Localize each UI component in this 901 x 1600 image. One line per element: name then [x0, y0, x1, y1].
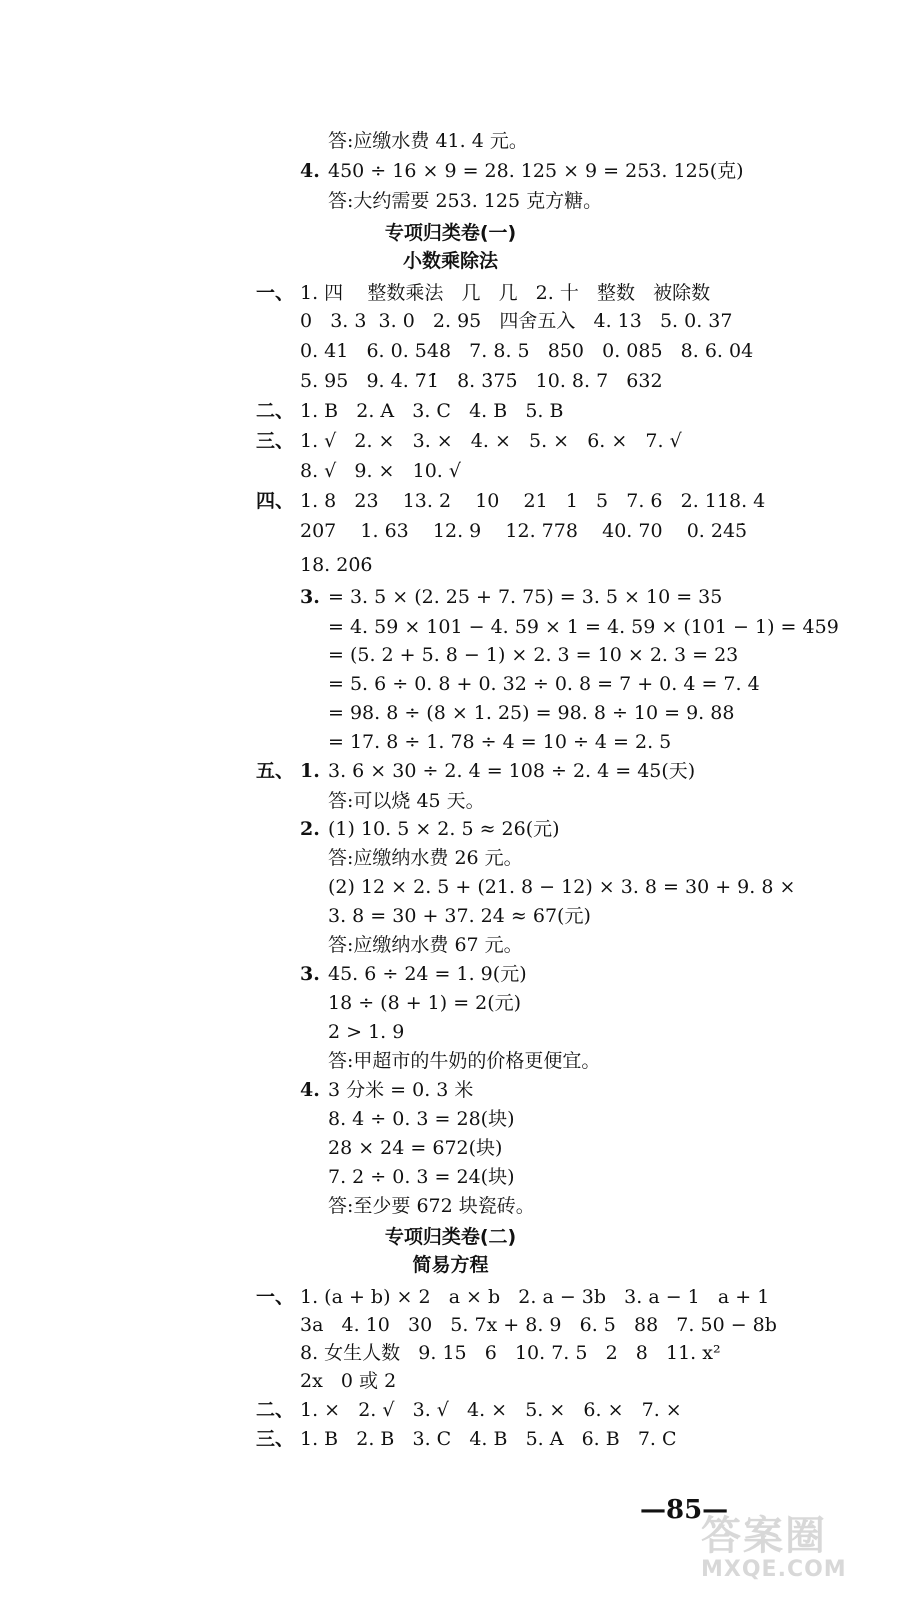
answer-line: 18 ÷ (8 + 1) = 2(元) [328, 992, 522, 1014]
watermark-top: 答案圈 [701, 1513, 827, 1559]
answer-line: 3a 4. 10 30 5. 7x + 8. 9 6. 5 88 7. 50 − 8b [300, 1314, 777, 1336]
answer-line: (1) 10. 5 × 2. 5 ≈ 26(元) [328, 818, 560, 840]
answer-line: 18. 20̇6̇ [300, 554, 373, 576]
question-number: 3. [300, 586, 320, 608]
answer-line: (2) 12 × 2. 5 + (21. 8 − 12) × 3. 8 = 30 + 9. 8 × [328, 876, 796, 898]
part-label: 二、 [256, 1399, 295, 1421]
answer-line: 0 3. 3 3. 0 2. 95 四舍五入 4. 13 5. 0. 37 [300, 310, 733, 332]
answer-line: 1. 8 23 13. 2 10 21 1 5 7. 6 2. 118. 4 [300, 490, 766, 512]
answer-line: 8. √ 9. × 10. √ [300, 460, 461, 482]
answer-line: 3. 6 × 30 ÷ 2. 4 = 108 ÷ 2. 4 = 45(天) [328, 760, 696, 782]
part-label: 三、 [256, 430, 295, 452]
section-subtitle: 小数乘除法 [402, 250, 498, 272]
answer-line: = 98. 8 ÷ (8 × 1. 25) = 98. 8 ÷ 10 = 9. 88 [328, 702, 735, 724]
answer-line: 答:应缴水费 41. 4 元。 [328, 130, 528, 152]
question-number: 4. [300, 160, 320, 182]
answer-line: 答:甲超市的牛奶的价格更便宜。 [328, 1050, 601, 1072]
answer-line: 3. 8 = 30 + 37. 24 ≈ 67(元) [328, 905, 591, 927]
answer-line: 1. 四 整数乘法 几 几 2. 十 整数 被除数 [300, 282, 711, 304]
answer-line: 1. B 2. B 3. C 4. B 5. A 6. B 7. C [300, 1428, 677, 1450]
part-label: 三、 [256, 1428, 295, 1450]
section-subtitle: 简易方程 [412, 1254, 489, 1276]
answer-line: 7. 2 ÷ 0. 3 = 24(块) [328, 1166, 515, 1188]
answer-line: 450 ÷ 16 × 9 = 28. 125 × 9 = 253. 125(克) [328, 160, 744, 182]
answer-line: 答:应缴纳水费 67 元。 [328, 934, 523, 956]
answer-line: = (5. 2 + 5. 8 − 1) × 2. 3 = 10 × 2. 3 = 23 [328, 644, 739, 666]
answer-line: 5. 95 9. 4. 7̇1̇ 8. 3̇75̇ 10. 8. 7 632 [300, 370, 663, 392]
question-number: 2. [300, 818, 320, 840]
answer-line: 答:应缴纳水费 26 元。 [328, 847, 523, 869]
section-title: 专项归类卷(二) [384, 1226, 517, 1248]
part-label: 一、 [256, 282, 295, 304]
answer-line: = 5. 6 ÷ 0. 8 + 0. 32 ÷ 0. 8 = 7 + 0. 4 = 7. 4 [328, 673, 760, 695]
answer-line: 28 × 24 = 672(块) [328, 1137, 503, 1159]
page-number: —85— [640, 1495, 729, 1525]
answer-line: 2x 0 或 2 [300, 1370, 397, 1392]
answer-line: 答:至少要 672 块瓷砖。 [328, 1195, 535, 1217]
answer-line: 0. 41 6. 0. 548 7. 8. 5 850 0. 085 8. 6. 04 [300, 340, 754, 362]
question-number: 1. [300, 760, 320, 782]
answer-line: 8. 女生人数 9. 15 6 10. 7. 5 2 8 11. x² [300, 1342, 721, 1364]
watermark-bottom: MXQE.COM [701, 1557, 847, 1582]
answer-line: 1. B 2. A 3. C 4. B 5. B [300, 400, 564, 422]
part-label: 四、 [256, 490, 295, 512]
part-label: 二、 [256, 400, 295, 422]
answer-line: 1. (a + b) × 2 a × b 2. a − 3b 3. a − 1 a + 1 [300, 1286, 770, 1308]
question-number: 4. [300, 1079, 320, 1101]
part-label: 五、 [256, 760, 295, 782]
answer-line: 3 分米 = 0. 3 米 [328, 1079, 474, 1101]
watermark-logo [701, 1514, 881, 1586]
answer-line: 1. √ 2. × 3. × 4. × 5. × 6. × 7. √ [300, 430, 682, 452]
part-label: 一、 [256, 1286, 295, 1308]
answer-line: 207 1. 63 12. 9 12. 778 40. 70 0. 24̇5̇ [300, 520, 748, 542]
answer-line: 1. × 2. √ 3. √ 4. × 5. × 6. × 7. × [300, 1399, 682, 1421]
answer-line: 答:大约需要 253. 125 克方糖。 [328, 190, 603, 212]
answer-line: = 17. 8 ÷ 1. 78 ÷ 4 = 10 ÷ 4 = 2. 5 [328, 731, 672, 753]
answer-line: 8. 4 ÷ 0. 3 = 28(块) [328, 1108, 515, 1130]
answer-line: = 4. 59 × 101 − 4. 59 × 1 = 4. 59 × (101 − 1) = 459 [328, 616, 839, 638]
answer-line: = 3. 5 × (2. 25 + 7. 75) = 3. 5 × 10 = 35 [328, 586, 723, 608]
answer-line: 45. 6 ÷ 24 = 1. 9(元) [328, 963, 527, 985]
answer-line: 答:可以烧 45 天。 [328, 790, 485, 812]
section-title: 专项归类卷(一) [384, 222, 517, 244]
answer-line: 2 > 1. 9 [328, 1021, 405, 1043]
question-number: 3. [300, 963, 320, 985]
